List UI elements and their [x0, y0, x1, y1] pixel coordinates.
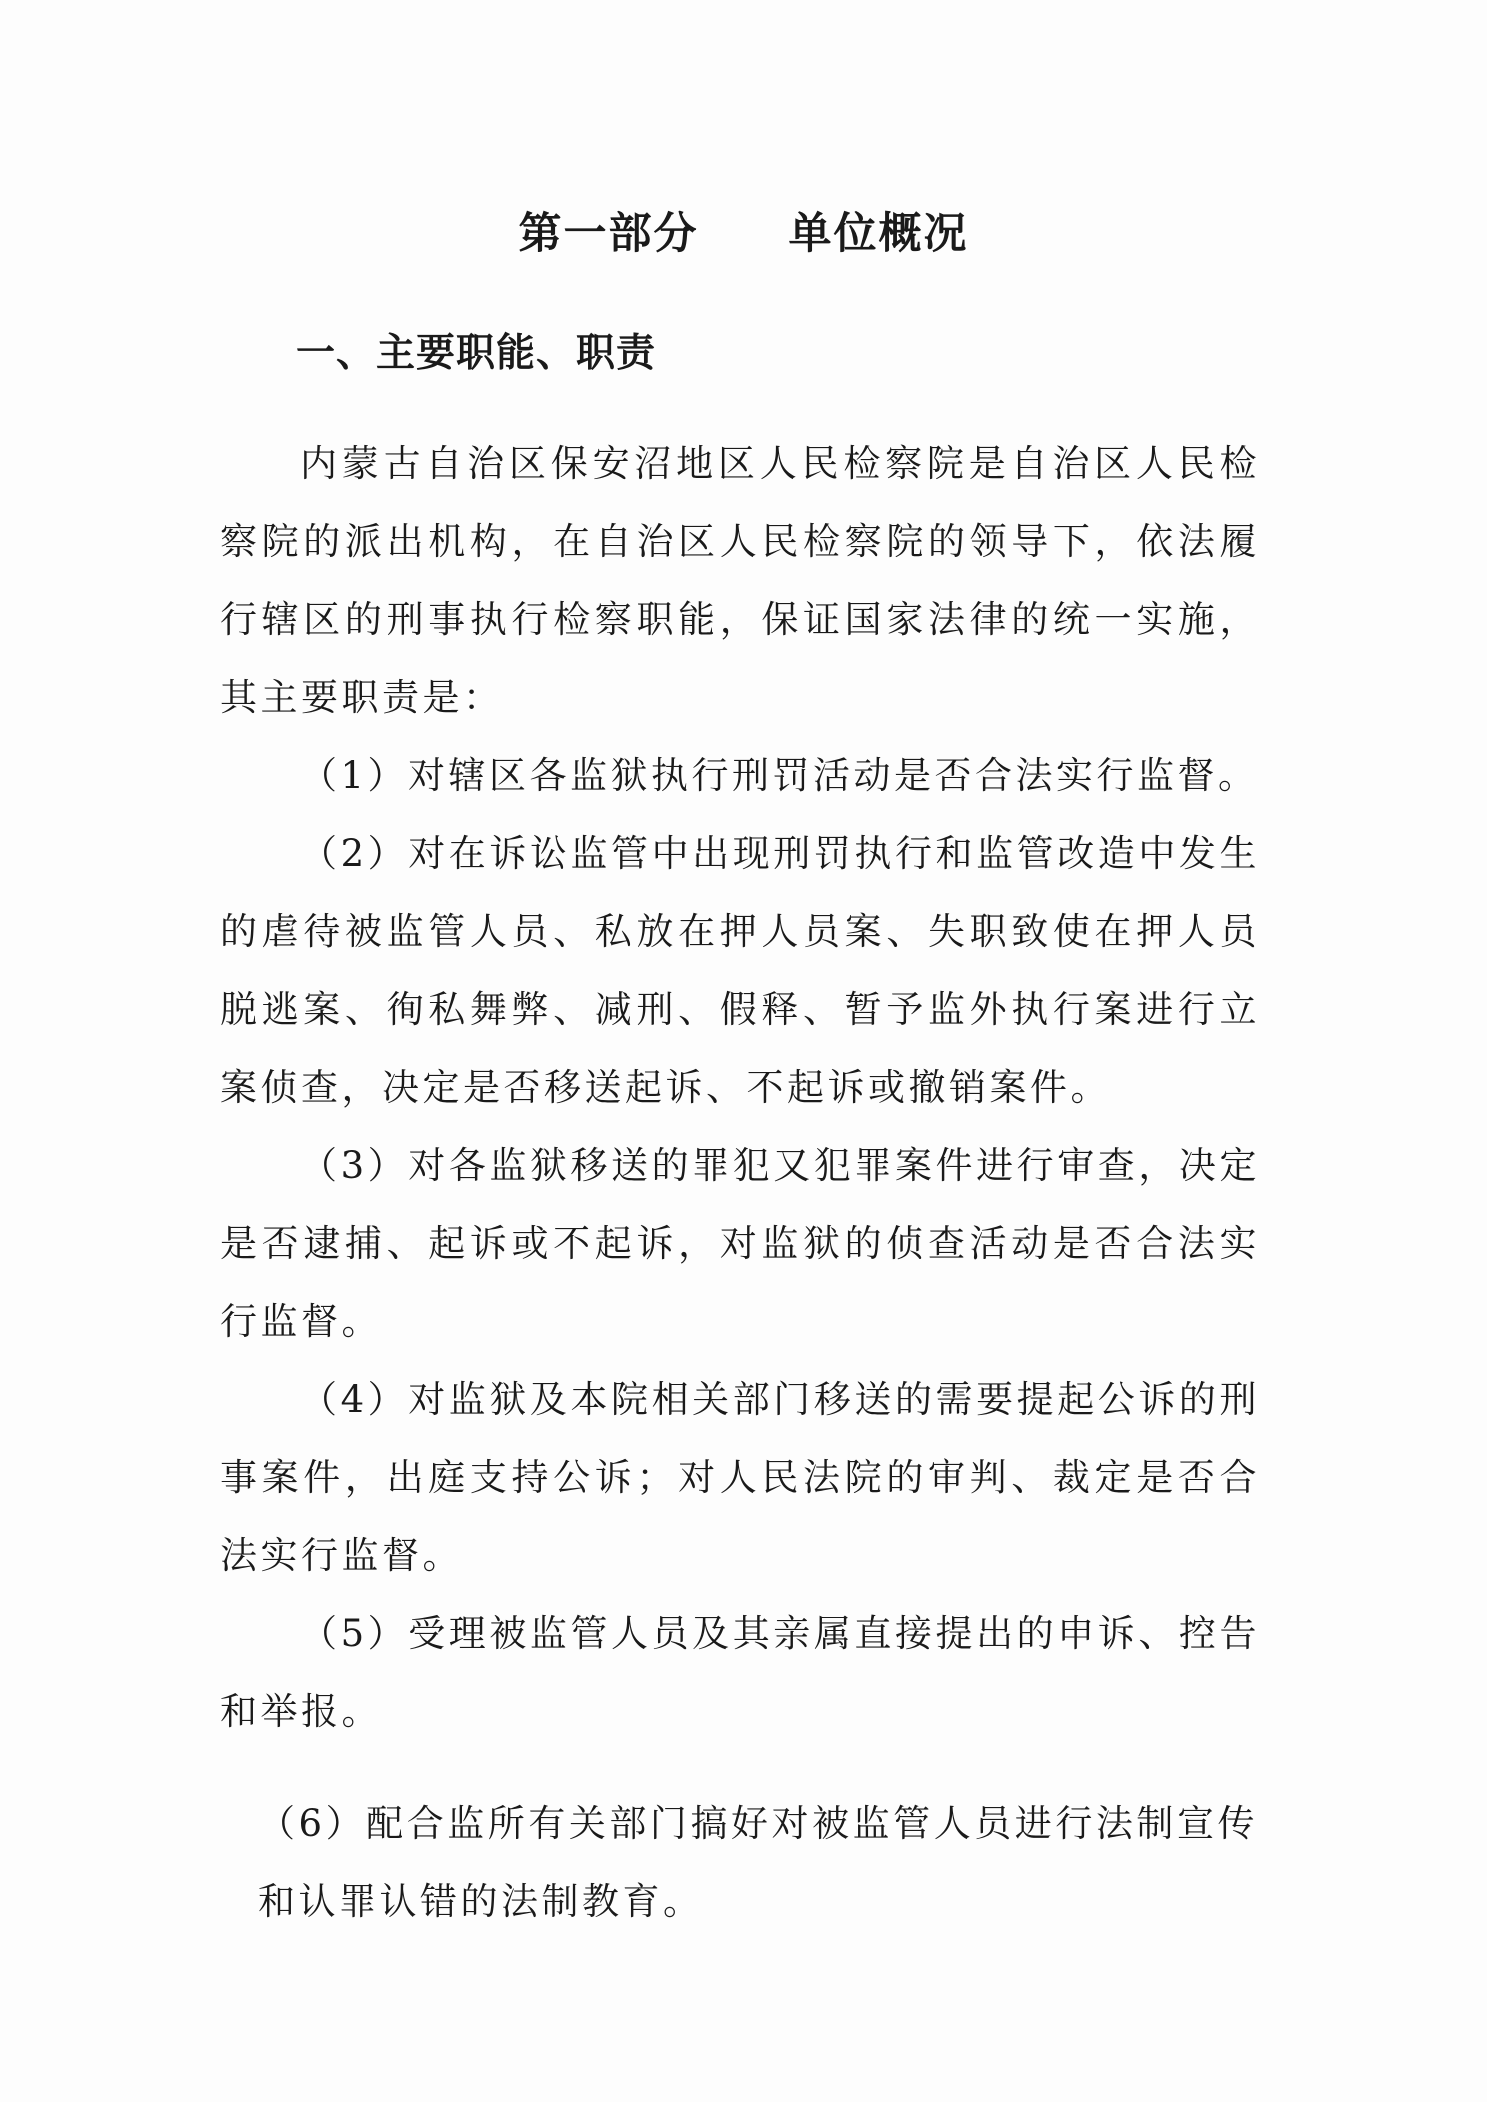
duty-item-5: （5）受理被监管人员及其亲属直接提出的申诉、控告和举报。: [220, 1612, 1260, 1733]
intro-paragraph: 内蒙古自治区保安沼地区人民检察院是自治区人民检察院的派出机构，在自治区人民检察院的领导下，依法履行辖区的刑事执行检察职能，保证国家法律的统一实施，其主要职责是：: [220, 442, 1260, 719]
duty-item-1: （1）对辖区各监狱执行刑罚活动是否合法实行监督。: [300, 754, 1259, 797]
duty-item-6: （6）配合监所有关部门搞好对被监管人员进行法制宣传和认罪认错的法制教育。: [258, 1802, 1258, 1923]
section-heading: 一、主要职能、职责: [296, 331, 657, 376]
duty-item-2: （2）对在诉讼监管中出现刑罚执行和监管改造中发生的虐待被监管人员、私放在押人员案、失职致使在押人员脱逃案、徇私舞弊、减刑、假释、暂予监外执行案进行立案侦查，决定是否移送起诉、不起诉或撤销案件。: [220, 832, 1260, 1109]
duty-item-3: （3）对各监狱移送的罪犯又犯罪案件进行审查，决定是否逮捕、起诉或不起诉，对监狱的侦查活动是否合法实行监督。: [220, 1144, 1260, 1343]
duty-item-4: （4）对监狱及本院相关部门移送的需要提起公诉的刑事案件，出庭支持公诉；对人民法院的审判、裁定是否合法实行监督。: [220, 1378, 1260, 1577]
page-title: 第一部分 单位概况: [518, 209, 969, 259]
